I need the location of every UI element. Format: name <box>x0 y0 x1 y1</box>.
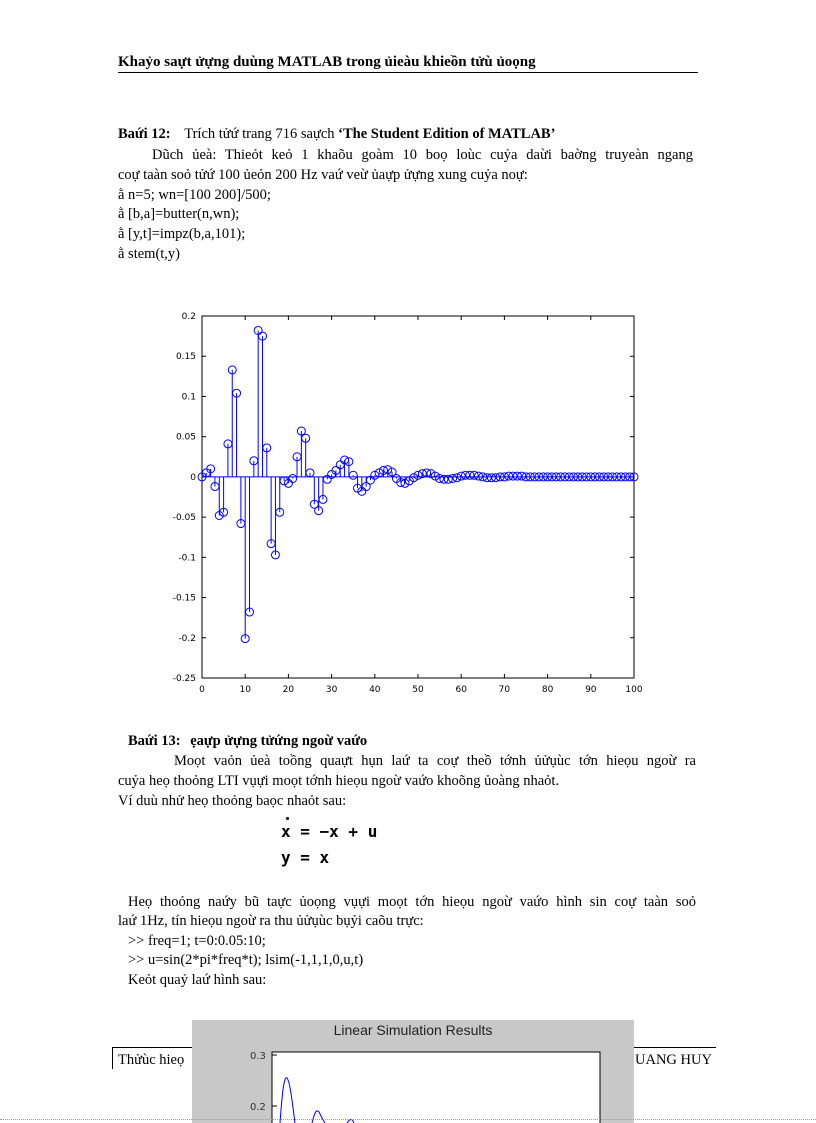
page-header-title: Khaỷo saựt ửựng duùng MATLAB trong ủieàu khieồn tửù ủoọng <box>118 54 536 70</box>
y-tick-label: -0.2 <box>178 633 196 644</box>
bai12-code-line: ằ n=5; wn=[100 200]/500; <box>118 187 271 203</box>
x-tick-label: 100 <box>625 685 643 695</box>
y-tick-label: 0 <box>190 472 196 483</box>
footer-rule-right <box>634 1047 716 1048</box>
bai12-heading <box>118 126 555 143</box>
y-tick-label: 0.2 <box>181 312 196 322</box>
y-tick-label: -0.15 <box>172 593 196 604</box>
x-tick-label: 60 <box>455 685 467 695</box>
x-tick-label: 0 <box>199 685 205 695</box>
bai13-heading <box>128 733 367 750</box>
bai13-code-line: >> u=sin(2*pi*freq*t); lsim(-1,1,1,0,u,t) <box>128 952 364 968</box>
footer-rule-vertical <box>112 1047 113 1069</box>
x-tick-label: 30 <box>325 685 338 695</box>
simulation-ytick-label: 0.2 <box>250 1102 266 1113</box>
simulation-figure-window <box>192 1020 634 1123</box>
bai13-label: Baứi 13: <box>128 733 181 749</box>
equation-state: x = −x + u <box>281 822 378 841</box>
x-tick-label: 70 <box>498 685 511 695</box>
plot-axes-box <box>202 316 634 678</box>
bai13-title: ẹaựp ửựng tửứng ngoừ vaứo <box>190 733 368 749</box>
bai13-para-line3: Ví duù nhử heọ thoỏng baọc nhaỏt sau: <box>118 793 347 809</box>
simulation-window-title: Linear Simulation Results <box>333 1022 493 1038</box>
footer-left-text: Thửùc hieọ <box>118 1052 185 1068</box>
bai12-desc-line2: coự taàn soỏ tửứ 100 ủeỏn 200 Hz vaứ veừ ủaựp ửựng xung cuỷa noự: <box>118 167 528 183</box>
bai12-book-title: ‘The Student Edition of MATLAB’ <box>338 126 556 142</box>
bai13-code-line: >> freq=1; t=0:0.05:10; <box>128 933 266 949</box>
simulation-plot <box>192 1020 634 1123</box>
x-tick-label: 40 <box>369 685 381 695</box>
bai12-code-line: ằ stem(t,y) <box>118 246 181 262</box>
y-tick-label: -0.1 <box>178 553 196 564</box>
bai13-result-text: Keỏt quaỷ laứ hình sau: <box>128 972 267 988</box>
x-tick-label: 20 <box>282 685 295 695</box>
stem-plot <box>160 305 650 700</box>
page-bottom-border <box>0 1119 816 1120</box>
x-tick-label: 50 <box>412 685 424 695</box>
bai12-source: Trích tửứ trang 716 saựch <box>184 126 335 142</box>
y-tick-label: 0.05 <box>175 432 196 443</box>
header-rule <box>118 72 698 73</box>
x-tick-label: 80 <box>541 685 554 695</box>
bai12-code-line: ằ [y,t]=impz(b,a,101); <box>118 226 246 242</box>
bai12-label: Baứi 12: <box>118 126 171 142</box>
bai13-para-line1: Moọt vaỏn ủeà toồng quaựt hụn laứ ta coự theồ tớnh ủửụùc tớn hieọu ngoừ ra <box>174 753 696 769</box>
equation-output: y = x <box>281 848 330 867</box>
x-tick-label: 90 <box>585 685 597 695</box>
y-tick-label: -0.05 <box>172 513 196 524</box>
y-tick-label: 0.15 <box>175 352 196 363</box>
y-tick-label: 0.1 <box>181 392 196 403</box>
simulation-ytick-label: 0.3 <box>250 1051 266 1062</box>
footer-right-text: UANG HUY <box>635 1052 712 1068</box>
bai13-para-line4: Heọ thoỏng naứy bũ taực ủoọng vụựi moọt tớn hieọu ngoừ vaứo hình sin coự taàn soỏ <box>128 894 696 910</box>
x-tick-label: 10 <box>239 685 251 695</box>
y-tick-label: -0.25 <box>172 674 196 684</box>
footer-rule-left <box>112 1047 192 1048</box>
bai13-para-line5: laứ 1Hz, tín hieọu ngoừ ra thu ủửụùc bụỷi caõu trực: <box>118 913 424 929</box>
simulation-axes <box>272 1052 600 1123</box>
derivative-dot <box>286 817 289 820</box>
bai13-para-line2: cuỷa heọ thoỏng LTI vụựi moọt tớnh hieọu ngoừ vaứo khoõng ủoàng nhaỏt. <box>118 773 560 789</box>
bai12-desc-line1: Dũch ủeà: Thieỏt keỏ 1 khaõu goàm 10 boọ loùc cuỷa daừi baờng truyeàn ngang <box>152 147 693 163</box>
bai12-code-line: ằ [b,a]=butter(n,wn); <box>118 206 240 222</box>
